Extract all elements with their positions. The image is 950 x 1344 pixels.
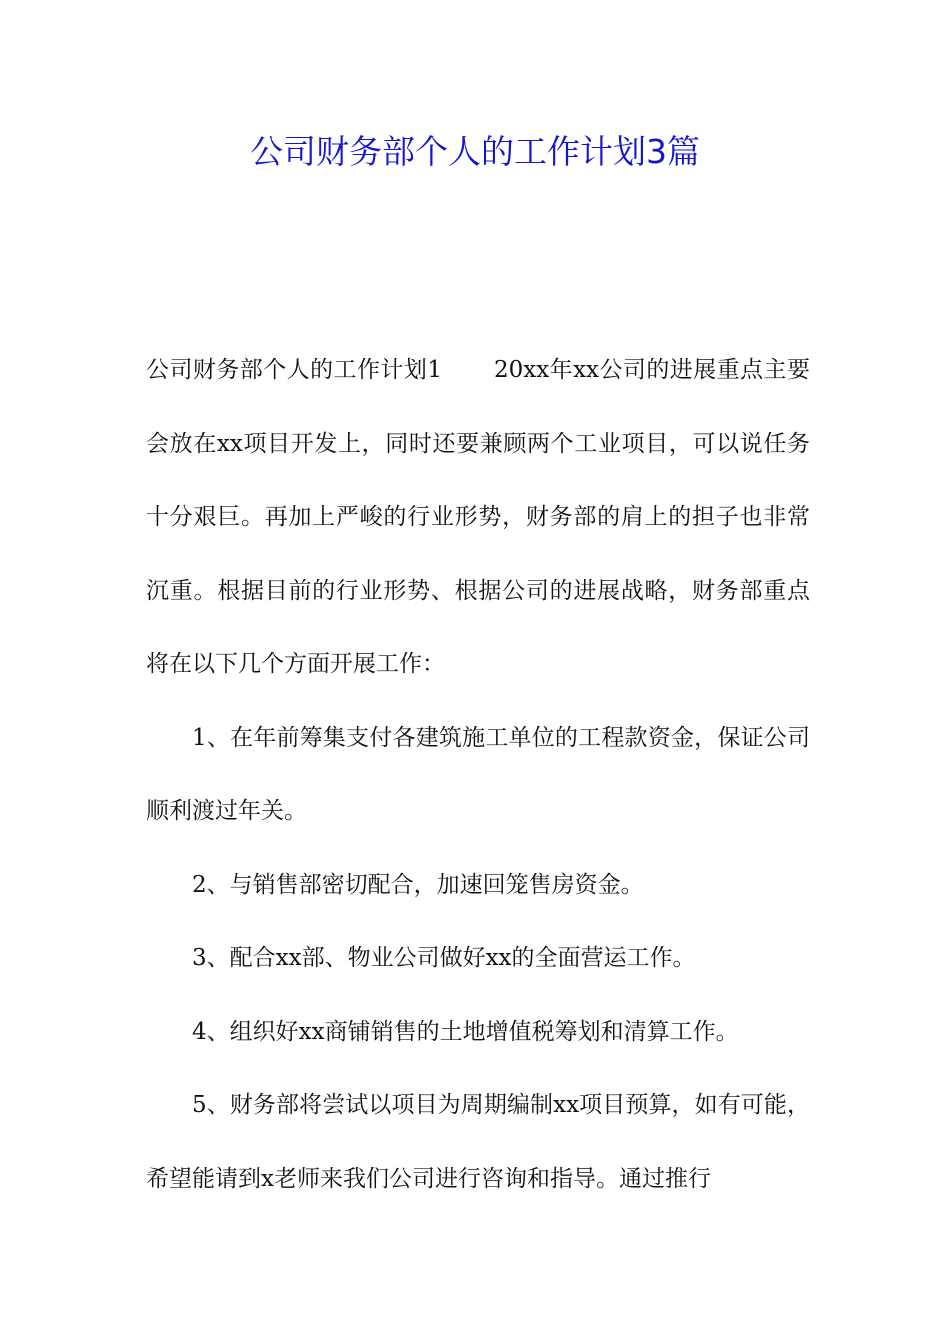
- list-item: 4、组织好xx商铺销售的土地增值税筹划和清算工作。: [192, 1018, 739, 1045]
- intro-heading: 公司财务部个人的工作计划1: [146, 357, 442, 383]
- list-item: 5、财务部将尝试以项目为周期编制xx项目预算，如有可能，希望能请到x老师来我们公司进行咨询和指导。通过推行: [146, 1092, 810, 1192]
- document-title: 公司财务部个人的工作计划3篇: [250, 132, 700, 171]
- list-item: 2、与销售部密切配合，加速回笼售房资金。: [192, 871, 644, 898]
- document-body: [146, 334, 810, 1216]
- list-item: 1、在年前筹集支付各建筑施工单位的工程款资金，保证公司顺利渡过年关。: [146, 724, 810, 824]
- intro-text: 20xx年xx公司的进展重点主要会放在xx项目开发上，同时还要兼顾两个工业项目，可以说任务十分艰巨。再加上严峻的行业形势，财务部的肩上的担子也非常沉重。根据目前的行业形势、根据公司的进展战略，财务部重点将在以下几个方面开展工作：: [146, 357, 810, 677]
- intro-paragraph: [146, 334, 810, 702]
- list-item: 3、配合xx部、物业公司做好xx的全面营运工作。: [192, 945, 696, 971]
